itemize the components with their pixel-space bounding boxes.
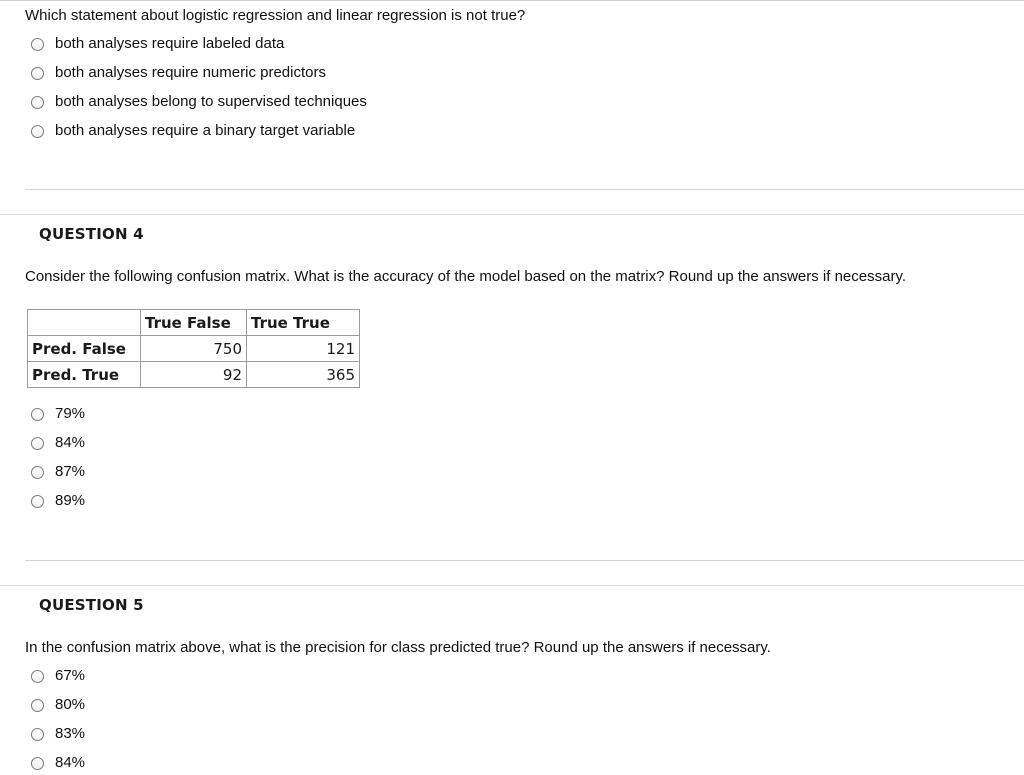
option-label: 79% [55,405,86,422]
option-label: 80% [55,696,86,713]
matrix-row-label: Pred. True [28,362,141,388]
radio-button[interactable] [31,728,44,741]
question4-option-4[interactable] [31,491,85,511]
radio-button[interactable] [31,437,44,450]
option-label: 67% [55,667,86,684]
question5-option-4[interactable] [31,753,85,773]
matrix-row-label: Pred. False [28,336,141,362]
question5-option-2[interactable] [31,695,85,715]
matrix-corner-cell [28,310,141,336]
question5-heading: QUESTION 5 [39,596,144,614]
question-separator [0,214,1024,215]
question-divider [25,560,1024,561]
radio-button[interactable] [31,125,44,138]
radio-button[interactable] [31,408,44,421]
confusion-matrix-table [27,309,360,388]
question4-text: Consider the following confusion matrix. What is the accuracy of the model based on the matrix? Round up the answers if necessary. [25,268,907,285]
question3-option-4[interactable] [31,121,355,141]
matrix-cell: 750 [141,336,247,362]
question-separator [0,585,1024,586]
matrix-cell: 365 [247,362,360,388]
option-label: 83% [55,725,86,742]
matrix-cell: 92 [141,362,247,388]
question4-option-2[interactable] [31,433,85,453]
question4-option-3[interactable] [31,462,85,482]
option-label: both analyses require a binary target variable [55,122,356,139]
radio-button[interactable] [31,670,44,683]
option-label: both analyses require numeric predictors [55,64,326,81]
option-label: 87% [55,463,86,480]
radio-button[interactable] [31,699,44,712]
top-border [0,0,1024,1]
option-label: 84% [55,754,86,771]
question5-option-3[interactable] [31,724,85,744]
question3-text: Which statement about logistic regression and linear regression is not true? [25,7,526,24]
question3-option-1[interactable] [31,34,284,54]
radio-button[interactable] [31,466,44,479]
radio-button[interactable] [31,67,44,80]
option-label: 89% [55,492,86,509]
question5-option-1[interactable] [31,666,85,686]
matrix-row-pred-false [28,336,360,362]
option-label: both analyses require labeled data [55,35,285,52]
option-label: 84% [55,434,86,451]
radio-button[interactable] [31,38,44,51]
question3-option-2[interactable] [31,63,326,83]
question5-text: In the confusion matrix above, what is the precision for class predicted true? Round up the answers if necessary. [25,639,771,656]
radio-button[interactable] [31,96,44,109]
radio-button[interactable] [31,757,44,770]
matrix-header-true-true: True True [247,310,360,336]
question4-heading: QUESTION 4 [39,225,144,243]
matrix-header-row [28,310,360,336]
matrix-cell: 121 [247,336,360,362]
radio-button[interactable] [31,495,44,508]
question4-option-1[interactable] [31,404,85,424]
question3-option-3[interactable] [31,92,367,112]
option-label: both analyses belong to supervised techniques [55,93,367,110]
question-divider [25,189,1024,190]
matrix-row-pred-true [28,362,360,388]
matrix-header-true-false: True False [141,310,247,336]
